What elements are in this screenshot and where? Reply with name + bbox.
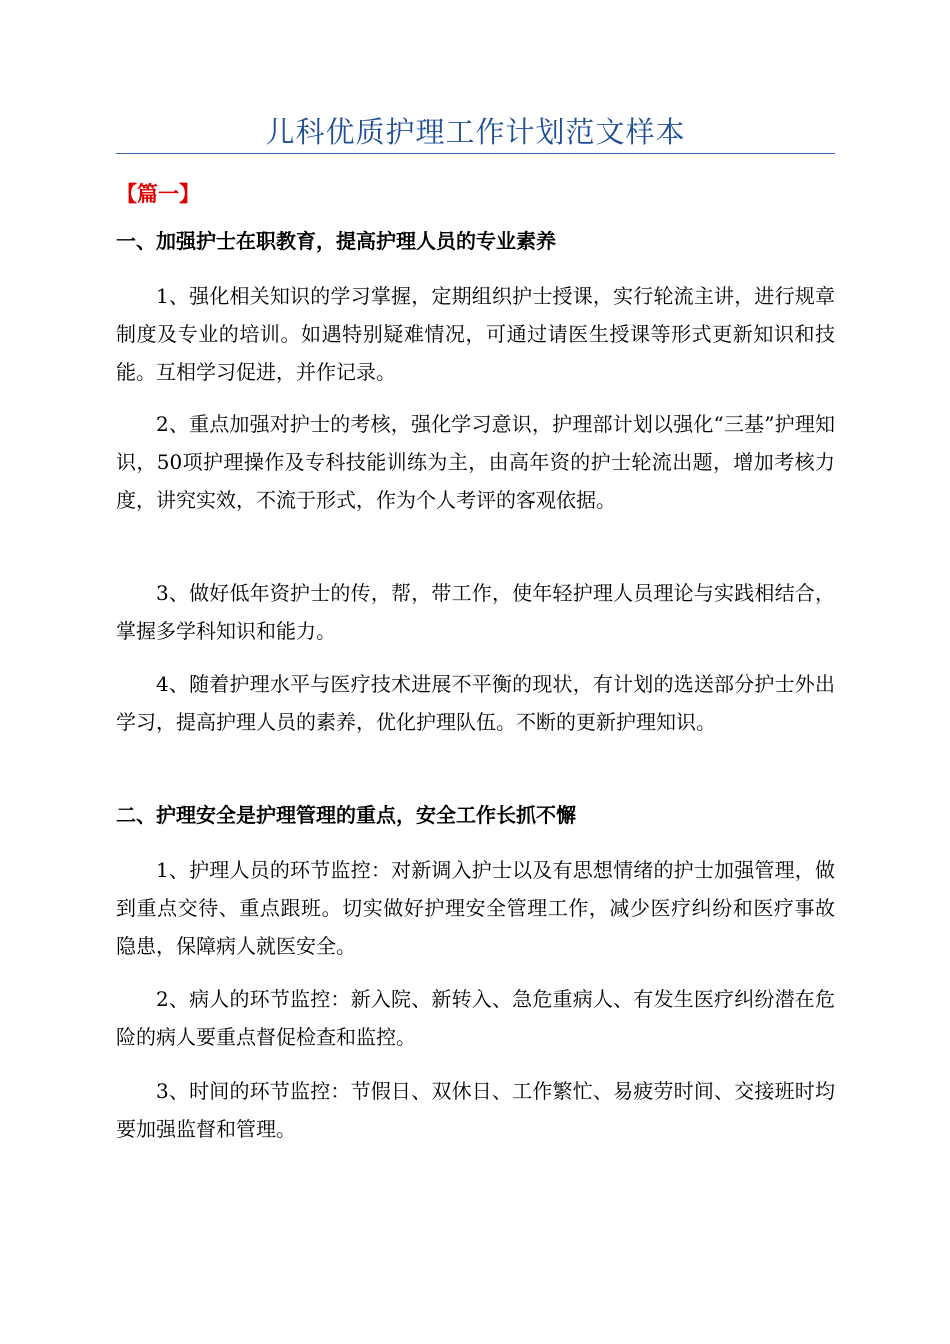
section-heading-1: 一、加强护士在职教育，提高护理人员的专业素养 — [116, 229, 556, 253]
paragraph-2-1: 1、护理人员的环节监控：对新调入护士以及有思想情绪的护士加强管理，做到重点交待、重点跟班。切实做好护理安全管理工作，减少医疗纠纷和医疗事故隐患，保障病人就医安全。 — [116, 858, 835, 958]
section-tag: 【篇一】 — [116, 182, 200, 206]
paragraph-1-1: 1、强化相关知识的学习掌握，定期组织护士授课，实行轮流主讲，进行规章制度及专业的培训。如遇特别疑难情况，可通过请医生授课等形式更新知识和技能。互相学习促进，并作记录。 — [116, 284, 835, 384]
paragraph-2-2: 2、病人的环节监控：新入院、新转入、急危重病人、有发生医疗纠纷潜在危险的病人要重点督促检查和监控。 — [116, 987, 835, 1049]
paragraph-1-3: 3、做好低年资护士的传，帮，带工作，使年轻护理人员理论与实践相结合，掌握多学科知识和能力。 — [116, 581, 835, 643]
section-heading-2: 二、护理安全是护理管理的重点，安全工作长抓不懈 — [116, 803, 576, 827]
document-title: 儿科优质护理工作计划范文样本 — [265, 115, 686, 149]
paragraph-1-4: 4、随着护理水平与医疗技术进展不平衡的现状，有计划的选送部分护士外出学习，提高护理人员的素养，优化护理队伍。不断的更新护理知识。 — [116, 672, 835, 734]
paragraph-1-2: 2、重点加强对护士的考核，强化学习意识，护理部计划以强化“三基”护理知识，50项护理操作及专科技能训练为主，由高年资的护士轮流出题，增加考核力度，讲究实效，不流于形式，作为个人考评的客观依据。 — [116, 412, 835, 512]
title-underline — [116, 153, 835, 154]
paragraph-2-3: 3、时间的环节监控：节假日、双休日、工作繁忙、易疲劳时间、交接班时均要加强监督和管理。 — [116, 1079, 835, 1141]
